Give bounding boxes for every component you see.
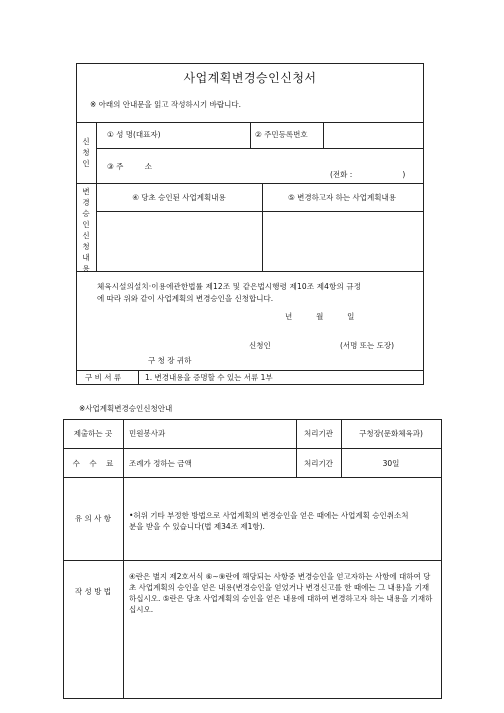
period-label: 처리기간 [304, 459, 333, 468]
authority-value: 구청장(문화체육과) [359, 429, 423, 438]
method-label: 작 성 방 법 [74, 587, 112, 596]
current-plan-field[interactable] [100, 214, 258, 268]
signer-label: 신청인 [249, 341, 271, 350]
addressee: 구 청 장 귀하 [148, 356, 192, 365]
period-value: 30일 [382, 459, 400, 468]
new-plan-field[interactable] [266, 214, 418, 268]
statement-line-1: 체육시설의설치·이용에관한법률 제12조 및 같은법시행령 제10조 제4항의 규정 [97, 282, 362, 291]
divider [76, 183, 423, 184]
rrn-field[interactable] [326, 125, 418, 145]
divider [96, 148, 423, 149]
authority-label: 처리기관 [304, 429, 333, 438]
instruction-text: ※ 아래의 안내문을 읽고 작성하시기 바랍니다. [90, 100, 241, 109]
divider [76, 271, 423, 272]
divider [63, 477, 441, 478]
divider [138, 370, 139, 384]
docs-value: 1. 변경내용을 증명할 수 있는 서류 1부 [145, 373, 273, 382]
guide-heading: ※사업계획변경승인신청안내 [79, 404, 173, 413]
signature-hint: (서명 또는 도장) [340, 341, 395, 350]
divider [323, 122, 324, 148]
current-plan-label: ④ 당초 승인된 사업계획내용 [132, 193, 226, 202]
name-label: ① 성 명(대표자) [107, 130, 161, 139]
divider [76, 370, 423, 371]
name-field[interactable] [180, 125, 246, 145]
divider [63, 560, 441, 561]
submit-to-value: 민원봉사과 [129, 429, 166, 438]
notes-label: 유 의 사 항 [74, 514, 112, 523]
divider [63, 448, 441, 449]
divider [250, 122, 251, 148]
divider [96, 211, 423, 212]
rrn-label: ② 주민등록번호 [255, 130, 308, 139]
fee-value: 조례가 정하는 금액 [129, 459, 192, 468]
form-title: 사업계획변경승인신청서 [183, 71, 317, 85]
fee-label: 수 수 료 [72, 459, 114, 468]
phone-label: (전화 : ) [330, 170, 406, 179]
statement-line-2: 에 따라 위와 같이 사업계획의 변경승인을 신청합니다. [97, 294, 274, 303]
applicant-section-label: 신청인 [82, 137, 90, 168]
date-line: 년 월 일 [285, 312, 355, 321]
divider [123, 419, 124, 698]
address-label: ③ 주 소 [107, 162, 153, 171]
submit-to-label: 제출하는 곳 [73, 429, 113, 438]
notes-value: •허위 기타 부정한 방법으로 사업계획의 변경승인을 얻은 때에는 사업계획 승인취소처분을 받을 수 있습니다(법 제34조 제1항). [129, 511, 409, 531]
docs-label: 구 비 서 류 [85, 373, 122, 382]
method-value: ④란은 별지 제2호서식 ⑥∼⑨란에 해당되는 사항중 변경승인을 얻고자하는 사항에 대하여 당초 사업계획의 승인을 얻은 내용(변경승인을 얻었거나 변경신고를 한 때에는 그 내용)을 기재하십시오. ⑤란은 당초 사업계획의 승인을 얻은 내용에 대하여 변경하고자 하는 내용을 기재하십시오. [129, 572, 433, 614]
new-plan-label: ⑤ 변경하고자 하는 사업계획내용 [287, 193, 397, 202]
change-section-label: 변경승인신청내용 [82, 187, 90, 273]
address-field[interactable] [170, 152, 418, 166]
